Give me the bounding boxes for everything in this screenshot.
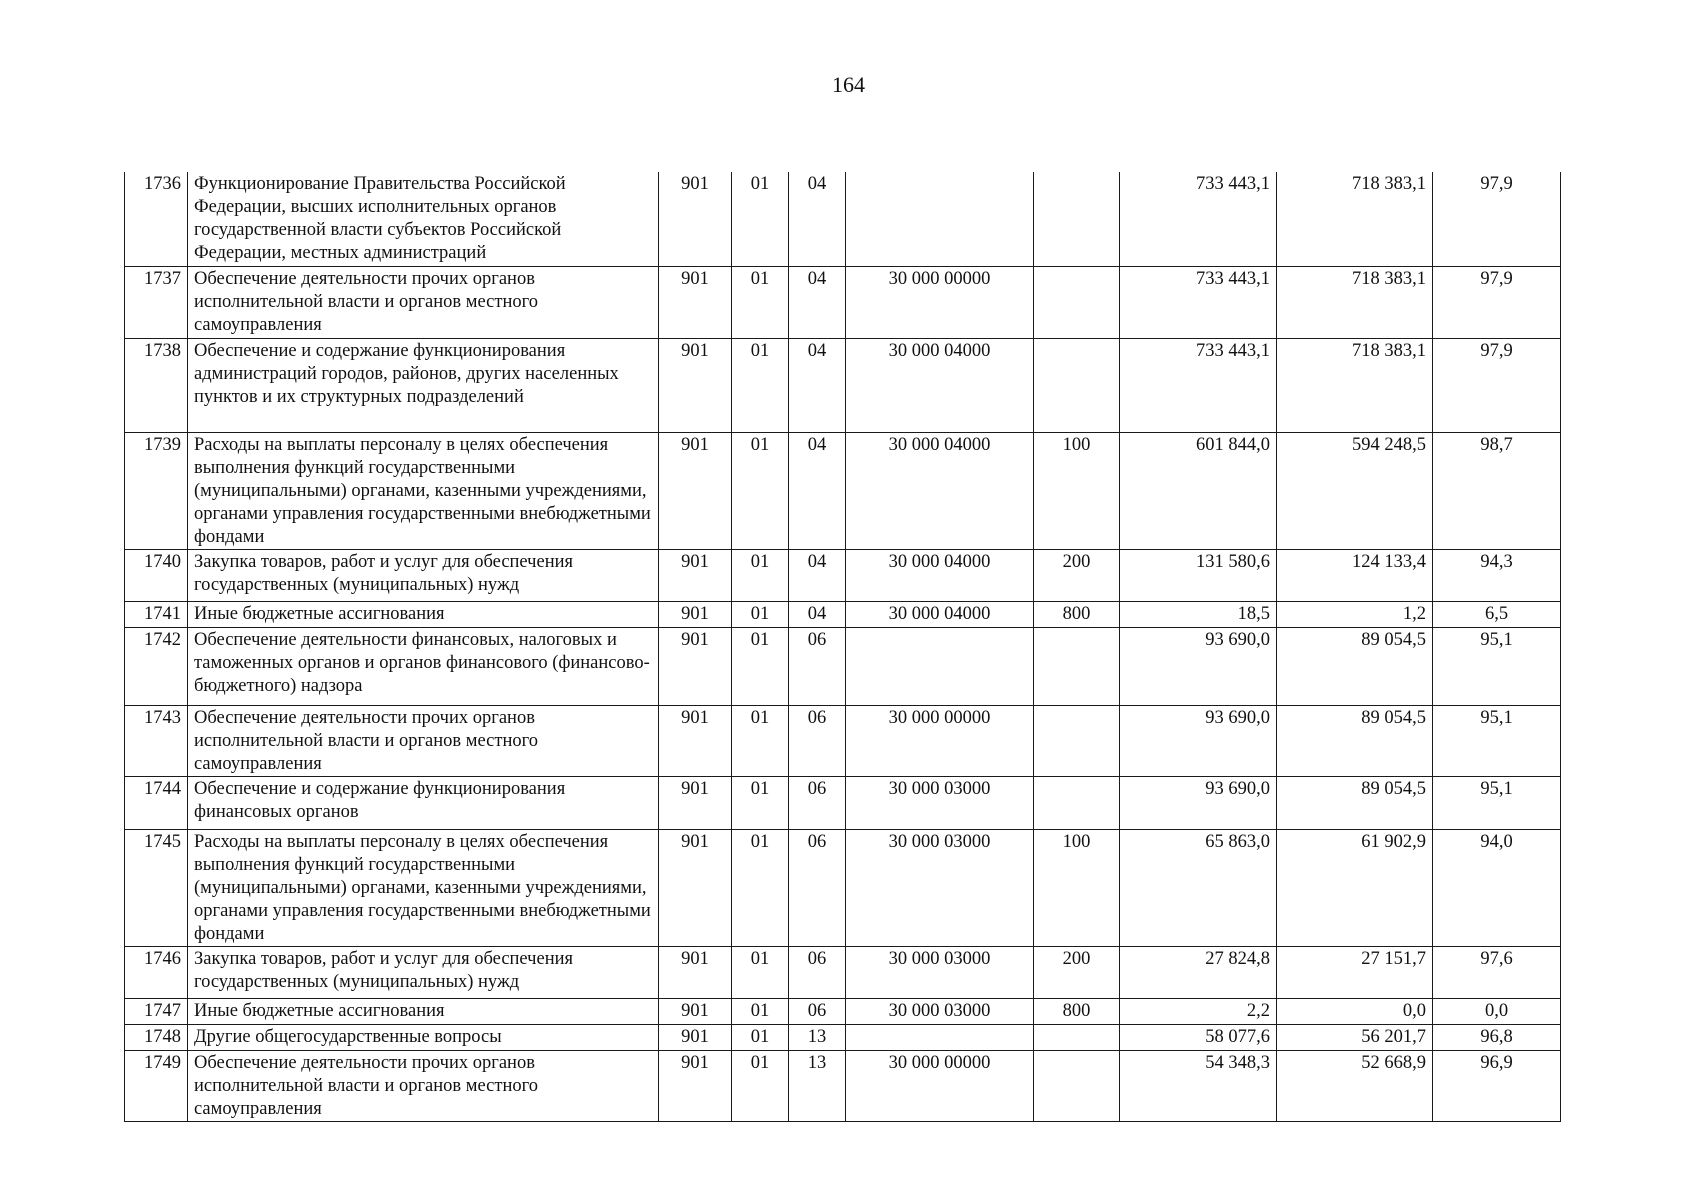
grbs-code-cell: 901 xyxy=(659,1024,732,1050)
grbs-code-cell: 901 xyxy=(659,549,732,601)
expense-type-cell: 100 xyxy=(1034,432,1120,549)
item-name-cell: Обеспечение деятельности прочих органов исполнительной власти и органов местного самоуправления xyxy=(188,266,659,338)
planned-amount-cell: 601 844,0 xyxy=(1120,432,1277,549)
actual-amount-cell: 89 054,5 xyxy=(1277,776,1433,829)
item-name-cell: Расходы на выплаты персоналу в целях обеспечения выполнения функций государственными (муниципальными) органами, казенными учреждениями, органами управления государственными внебюджетными фондами xyxy=(188,432,659,549)
planned-amount-cell: 65 863,0 xyxy=(1120,829,1277,946)
grbs-code-cell: 901 xyxy=(659,601,732,627)
planned-amount-cell: 93 690,0 xyxy=(1120,705,1277,776)
item-name-cell: Обеспечение деятельности финансовых, налоговых и таможенных органов и органов финансового (финансово-бюджетного) надзора xyxy=(188,627,659,705)
subsection-code-cell: 06 xyxy=(789,946,846,998)
target-article-cell: 30 000 04000 xyxy=(846,432,1034,549)
table-row xyxy=(125,1050,1561,1121)
actual-amount-cell: 594 248,5 xyxy=(1277,432,1433,549)
target-article-cell: 30 000 04000 xyxy=(846,601,1034,627)
expense-type-cell xyxy=(1034,1024,1120,1050)
subsection-code-cell: 04 xyxy=(789,601,846,627)
subsection-code-cell: 13 xyxy=(789,1050,846,1121)
execution-percent-cell: 96,8 xyxy=(1433,1024,1561,1050)
execution-percent-cell: 96,9 xyxy=(1433,1050,1561,1121)
row-number-cell: 1736 xyxy=(125,172,188,266)
table-row xyxy=(125,946,1561,998)
execution-percent-cell: 95,1 xyxy=(1433,627,1561,705)
row-number-cell: 1740 xyxy=(125,549,188,601)
planned-amount-cell: 733 443,1 xyxy=(1120,172,1277,266)
target-article-cell: 30 000 03000 xyxy=(846,829,1034,946)
expense-type-cell: 800 xyxy=(1034,601,1120,627)
section-code-cell: 01 xyxy=(732,998,789,1024)
section-code-cell: 01 xyxy=(732,172,789,266)
actual-amount-cell: 124 133,4 xyxy=(1277,549,1433,601)
subsection-code-cell: 04 xyxy=(789,432,846,549)
execution-percent-cell: 97,9 xyxy=(1433,338,1561,432)
actual-amount-cell: 61 902,9 xyxy=(1277,829,1433,946)
planned-amount-cell: 93 690,0 xyxy=(1120,627,1277,705)
row-number-cell: 1743 xyxy=(125,705,188,776)
section-code-cell: 01 xyxy=(732,1024,789,1050)
target-article-cell xyxy=(846,1024,1034,1050)
item-name-cell: Обеспечение деятельности прочих органов исполнительной власти и органов местного самоуправления xyxy=(188,1050,659,1121)
grbs-code-cell: 901 xyxy=(659,829,732,946)
planned-amount-cell: 18,5 xyxy=(1120,601,1277,627)
subsection-code-cell: 06 xyxy=(789,627,846,705)
row-number-cell: 1742 xyxy=(125,627,188,705)
subsection-code-cell: 13 xyxy=(789,1024,846,1050)
planned-amount-cell: 2,2 xyxy=(1120,998,1277,1024)
target-article-cell: 30 000 00000 xyxy=(846,1050,1034,1121)
planned-amount-cell: 733 443,1 xyxy=(1120,266,1277,338)
row-number-cell: 1748 xyxy=(125,1024,188,1050)
execution-percent-cell: 95,1 xyxy=(1433,776,1561,829)
row-number-cell: 1746 xyxy=(125,946,188,998)
item-name-cell: Другие общегосударственные вопросы xyxy=(188,1024,659,1050)
actual-amount-cell: 718 383,1 xyxy=(1277,266,1433,338)
expense-type-cell xyxy=(1034,705,1120,776)
grbs-code-cell: 901 xyxy=(659,172,732,266)
item-name-cell: Функционирование Правительства Российской Федерации, высших исполнительных органов государственной власти субъектов Российской Федерации, местных администраций xyxy=(188,172,659,266)
subsection-code-cell: 04 xyxy=(789,338,846,432)
item-name-cell: Обеспечение деятельности прочих органов исполнительной власти и органов местного самоуправления xyxy=(188,705,659,776)
grbs-code-cell: 901 xyxy=(659,627,732,705)
section-code-cell: 01 xyxy=(732,338,789,432)
execution-percent-cell: 98,7 xyxy=(1433,432,1561,549)
target-article-cell: 30 000 04000 xyxy=(846,338,1034,432)
grbs-code-cell: 901 xyxy=(659,1050,732,1121)
execution-percent-cell: 97,9 xyxy=(1433,172,1561,266)
item-name-cell: Расходы на выплаты персоналу в целях обеспечения выполнения функций государственными (муниципальными) органами, казенными учреждениями, органами управления государственными внебюджетными фондами xyxy=(188,829,659,946)
section-code-cell: 01 xyxy=(732,432,789,549)
expense-type-cell: 200 xyxy=(1034,549,1120,601)
row-number-cell: 1745 xyxy=(125,829,188,946)
row-number-cell: 1749 xyxy=(125,1050,188,1121)
actual-amount-cell: 718 383,1 xyxy=(1277,338,1433,432)
row-number-cell: 1737 xyxy=(125,266,188,338)
target-article-cell: 30 000 00000 xyxy=(846,705,1034,776)
item-name-cell: Иные бюджетные ассигнования xyxy=(188,998,659,1024)
expense-type-cell: 800 xyxy=(1034,998,1120,1024)
expense-type-cell: 200 xyxy=(1034,946,1120,998)
section-code-cell: 01 xyxy=(732,627,789,705)
execution-percent-cell: 97,6 xyxy=(1433,946,1561,998)
section-code-cell: 01 xyxy=(732,266,789,338)
item-name-cell: Иные бюджетные ассигнования xyxy=(188,601,659,627)
expense-type-cell: 100 xyxy=(1034,829,1120,946)
row-number-cell: 1741 xyxy=(125,601,188,627)
expense-type-cell xyxy=(1034,627,1120,705)
page-number: 164 xyxy=(832,72,865,97)
row-number-cell: 1747 xyxy=(125,998,188,1024)
planned-amount-cell: 733 443,1 xyxy=(1120,338,1277,432)
table-row xyxy=(125,627,1561,705)
table-row xyxy=(125,1024,1561,1050)
actual-amount-cell: 89 054,5 xyxy=(1277,627,1433,705)
section-code-cell: 01 xyxy=(732,1050,789,1121)
planned-amount-cell: 93 690,0 xyxy=(1120,776,1277,829)
grbs-code-cell: 901 xyxy=(659,998,732,1024)
execution-percent-cell: 94,0 xyxy=(1433,829,1561,946)
target-article-cell: 30 000 03000 xyxy=(846,776,1034,829)
actual-amount-cell: 0,0 xyxy=(1277,998,1433,1024)
table-row xyxy=(125,705,1561,776)
table-row xyxy=(125,549,1561,601)
execution-percent-cell: 97,9 xyxy=(1433,266,1561,338)
subsection-code-cell: 06 xyxy=(789,705,846,776)
table-row xyxy=(125,601,1561,627)
table-row xyxy=(125,776,1561,829)
subsection-code-cell: 04 xyxy=(789,266,846,338)
grbs-code-cell: 901 xyxy=(659,338,732,432)
budget-table xyxy=(124,172,1561,1122)
subsection-code-cell: 04 xyxy=(789,172,846,266)
target-article-cell: 30 000 03000 xyxy=(846,946,1034,998)
table-row xyxy=(125,338,1561,432)
grbs-code-cell: 901 xyxy=(659,776,732,829)
actual-amount-cell: 56 201,7 xyxy=(1277,1024,1433,1050)
section-code-cell: 01 xyxy=(732,601,789,627)
section-code-cell: 01 xyxy=(732,705,789,776)
actual-amount-cell: 27 151,7 xyxy=(1277,946,1433,998)
actual-amount-cell: 52 668,9 xyxy=(1277,1050,1433,1121)
table-row xyxy=(125,172,1561,266)
expense-type-cell xyxy=(1034,172,1120,266)
target-article-cell: 30 000 04000 xyxy=(846,549,1034,601)
grbs-code-cell: 901 xyxy=(659,705,732,776)
expense-type-cell xyxy=(1034,338,1120,432)
row-number-cell: 1738 xyxy=(125,338,188,432)
section-code-cell: 01 xyxy=(732,946,789,998)
planned-amount-cell: 54 348,3 xyxy=(1120,1050,1277,1121)
item-name-cell: Обеспечение и содержание функционирования администраций городов, районов, других населенных пунктов и их структурных подразделений xyxy=(188,338,659,432)
row-number-cell: 1739 xyxy=(125,432,188,549)
target-article-cell xyxy=(846,627,1034,705)
section-code-cell: 01 xyxy=(732,829,789,946)
expense-type-cell xyxy=(1034,776,1120,829)
item-name-cell: Закупка товаров, работ и услуг для обеспечения государственных (муниципальных) нужд xyxy=(188,946,659,998)
execution-percent-cell: 94,3 xyxy=(1433,549,1561,601)
table-row xyxy=(125,266,1561,338)
row-number-cell: 1744 xyxy=(125,776,188,829)
table-row xyxy=(125,998,1561,1024)
target-article-cell: 30 000 00000 xyxy=(846,266,1034,338)
grbs-code-cell: 901 xyxy=(659,266,732,338)
target-article-cell xyxy=(846,172,1034,266)
section-code-cell: 01 xyxy=(732,776,789,829)
expense-type-cell xyxy=(1034,1050,1120,1121)
actual-amount-cell: 718 383,1 xyxy=(1277,172,1433,266)
section-code-cell: 01 xyxy=(732,549,789,601)
grbs-code-cell: 901 xyxy=(659,946,732,998)
item-name-cell: Обеспечение и содержание функционирования финансовых органов xyxy=(188,776,659,829)
planned-amount-cell: 27 824,8 xyxy=(1120,946,1277,998)
execution-percent-cell: 6,5 xyxy=(1433,601,1561,627)
subsection-code-cell: 04 xyxy=(789,549,846,601)
subsection-code-cell: 06 xyxy=(789,776,846,829)
execution-percent-cell: 95,1 xyxy=(1433,705,1561,776)
item-name-cell: Закупка товаров, работ и услуг для обеспечения государственных (муниципальных) нужд xyxy=(188,549,659,601)
subsection-code-cell: 06 xyxy=(789,829,846,946)
expense-type-cell xyxy=(1034,266,1120,338)
planned-amount-cell: 131 580,6 xyxy=(1120,549,1277,601)
actual-amount-cell: 1,2 xyxy=(1277,601,1433,627)
grbs-code-cell: 901 xyxy=(659,432,732,549)
target-article-cell: 30 000 03000 xyxy=(846,998,1034,1024)
actual-amount-cell: 89 054,5 xyxy=(1277,705,1433,776)
subsection-code-cell: 06 xyxy=(789,998,846,1024)
table-row xyxy=(125,432,1561,549)
planned-amount-cell: 58 077,6 xyxy=(1120,1024,1277,1050)
execution-percent-cell: 0,0 xyxy=(1433,998,1561,1024)
table-row xyxy=(125,829,1561,946)
